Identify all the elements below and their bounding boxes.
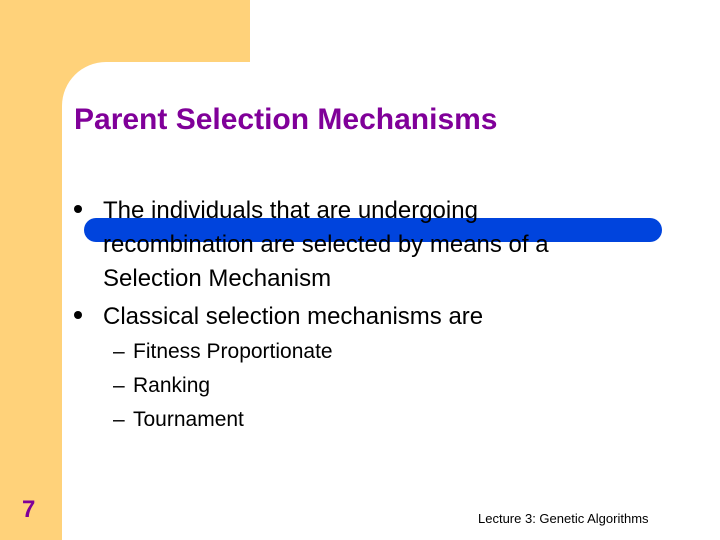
bullet-text: The individuals that are undergoing recombination are selected by means of a Selection Mechanism (103, 197, 549, 292)
bullet-dot-icon (74, 311, 82, 319)
sub-bullet-item (113, 408, 244, 432)
dash-icon: – (113, 408, 125, 431)
dash-icon: – (113, 340, 125, 363)
footer-text: Lecture 3: Genetic Algorithms (478, 511, 649, 526)
bullet-item (74, 194, 634, 296)
sub-bullet-text: Fitness Proportionate (133, 340, 333, 363)
sub-bullet-text: Tournament (133, 408, 244, 431)
page-number: 7 (22, 496, 36, 523)
slide-title: Parent Selection Mechanisms (74, 103, 498, 136)
sub-bullet-item (113, 374, 210, 398)
bullet-item (74, 300, 634, 334)
bullet-text: Classical selection mechanisms are (103, 303, 484, 330)
sub-bullet-text: Ranking (133, 374, 211, 397)
dash-icon: – (113, 374, 125, 397)
bullet-dot-icon (74, 205, 82, 213)
sub-bullet-item (113, 340, 333, 364)
